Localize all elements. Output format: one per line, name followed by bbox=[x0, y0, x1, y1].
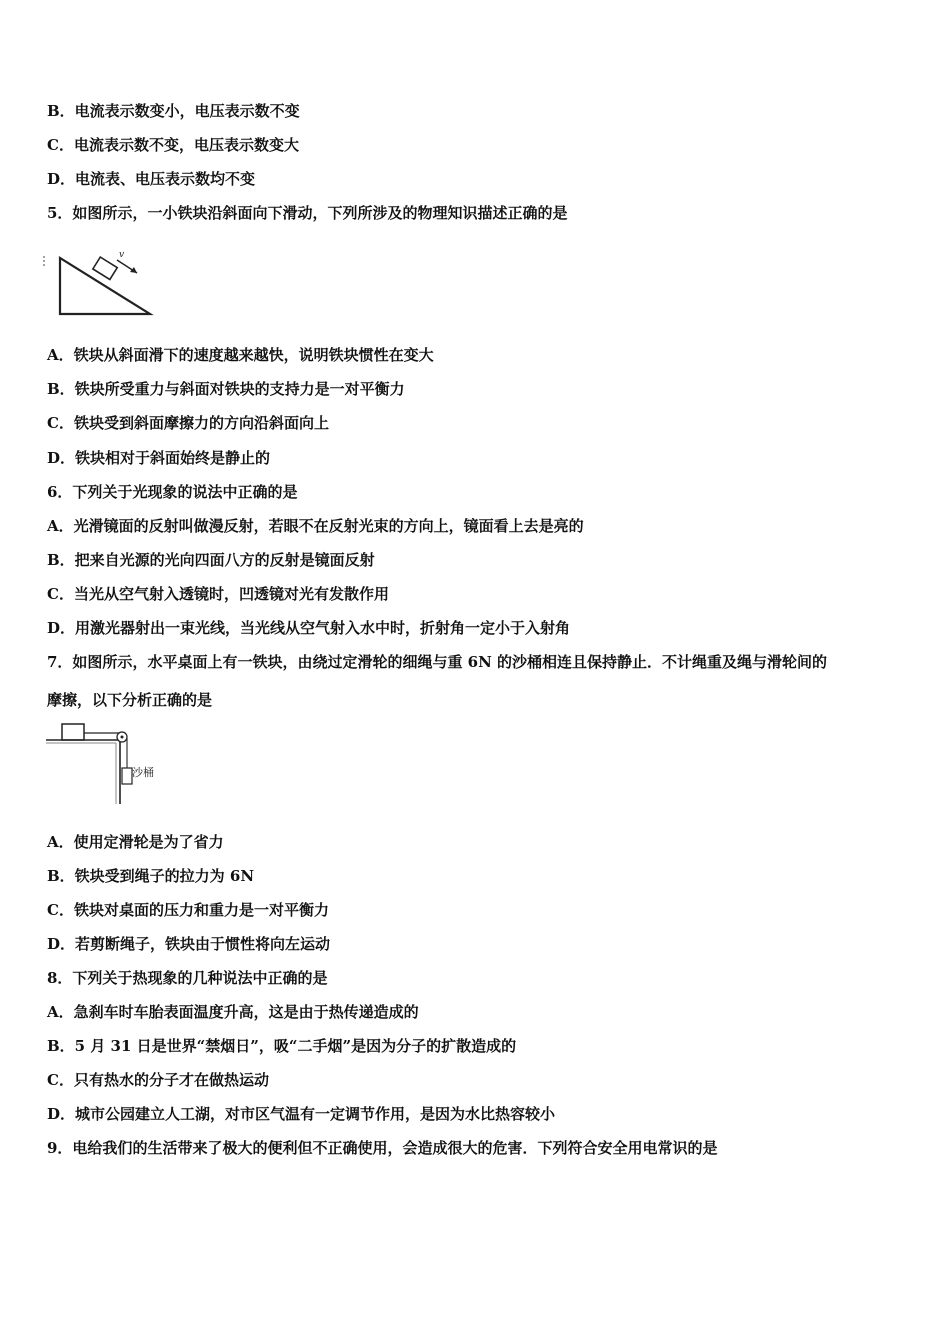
q4-option-d: D．电流表、电压表示数均不变 bbox=[47, 170, 256, 188]
q5-option-c: C．铁块受到斜面摩擦力的方向沿斜面向上 bbox=[47, 414, 329, 432]
q9-stem: 9．电给我们的生活带来了极大的便利但不正确使用，会造成很大的危害．下列符合安全用电常识的是 bbox=[47, 1139, 718, 1157]
q4-option-c: C．电流表示数不变，电压表示数变大 bbox=[47, 136, 299, 154]
q5-stem: 5．如图所示，一小铁块沿斜面向下滑动，下列所涉及的物理知识描述正确的是 bbox=[47, 204, 568, 222]
q7-option-a: A．使用定滑轮是为了省力 bbox=[47, 833, 224, 851]
q6-option-a: A．光滑镜面的反射叫做漫反射，若眼不在反射光束的方向上，镜面看上去是亮的 bbox=[47, 517, 584, 535]
q7-option-c: C．铁块对桌面的压力和重力是一对平衡力 bbox=[47, 901, 329, 919]
q8-option-d: D．城市公园建立人工湖，对市区气温有一定调节作用，是因为水比热容较小 bbox=[47, 1105, 556, 1123]
q6-stem: 6．下列关于光现象的说法中正确的是 bbox=[47, 483, 298, 501]
sand-bucket-label: 沙桶 bbox=[132, 766, 154, 779]
q8-option-b: B．5 月 31 日是世界“禁烟日”，吸“二手烟”是因为分子的扩散造成的 bbox=[47, 1037, 517, 1055]
q7-option-b: B．铁块受到绳子的拉力为 6N bbox=[47, 867, 255, 885]
q8-option-c: C．只有热水的分子才在做热运动 bbox=[47, 1071, 269, 1089]
q7-stem-line2: 摩擦，以下分析正确的是 bbox=[47, 691, 213, 709]
q6-option-b: B．把来自光源的光向四面八方的反射是镜面反射 bbox=[47, 551, 375, 569]
q8-stem: 8．下列关于热现象的几种说法中正确的是 bbox=[47, 969, 328, 987]
q5-option-a: A．铁块从斜面滑下的速度越来越快，说明铁块惯性在变大 bbox=[47, 346, 434, 364]
q4-option-b: B．电流表示数变小，电压表示数不变 bbox=[47, 102, 300, 120]
q5-option-d: D．铁块相对于斜面始终是静止的 bbox=[47, 449, 271, 467]
velocity-label: v bbox=[119, 250, 125, 260]
q6-option-d: D．用激光器射出一束光线，当光线从空气射入水中时，折射角一定小于入射角 bbox=[47, 619, 571, 637]
q5-option-b: B．铁块所受重力与斜面对铁块的支持力是一对平衡力 bbox=[47, 380, 405, 398]
incline-figure bbox=[40, 248, 160, 320]
pulley-figure bbox=[44, 718, 164, 808]
q7-option-d: D．若剪断绳子，铁块由于惯性将向左运动 bbox=[47, 935, 331, 953]
q6-option-c: C．当光从空气射入透镜时，凹透镜对光有发散作用 bbox=[47, 585, 389, 603]
q7-stem-line1: 7．如图所示，水平桌面上有一铁块，由绕过定滑轮的细绳与重 6N 的沙桶相连且保持静止．不计绳重及绳与滑轮间的 bbox=[47, 653, 828, 671]
q8-option-a: A．急刹车时车胎表面温度升高，这是由于热传递造成的 bbox=[47, 1003, 419, 1021]
